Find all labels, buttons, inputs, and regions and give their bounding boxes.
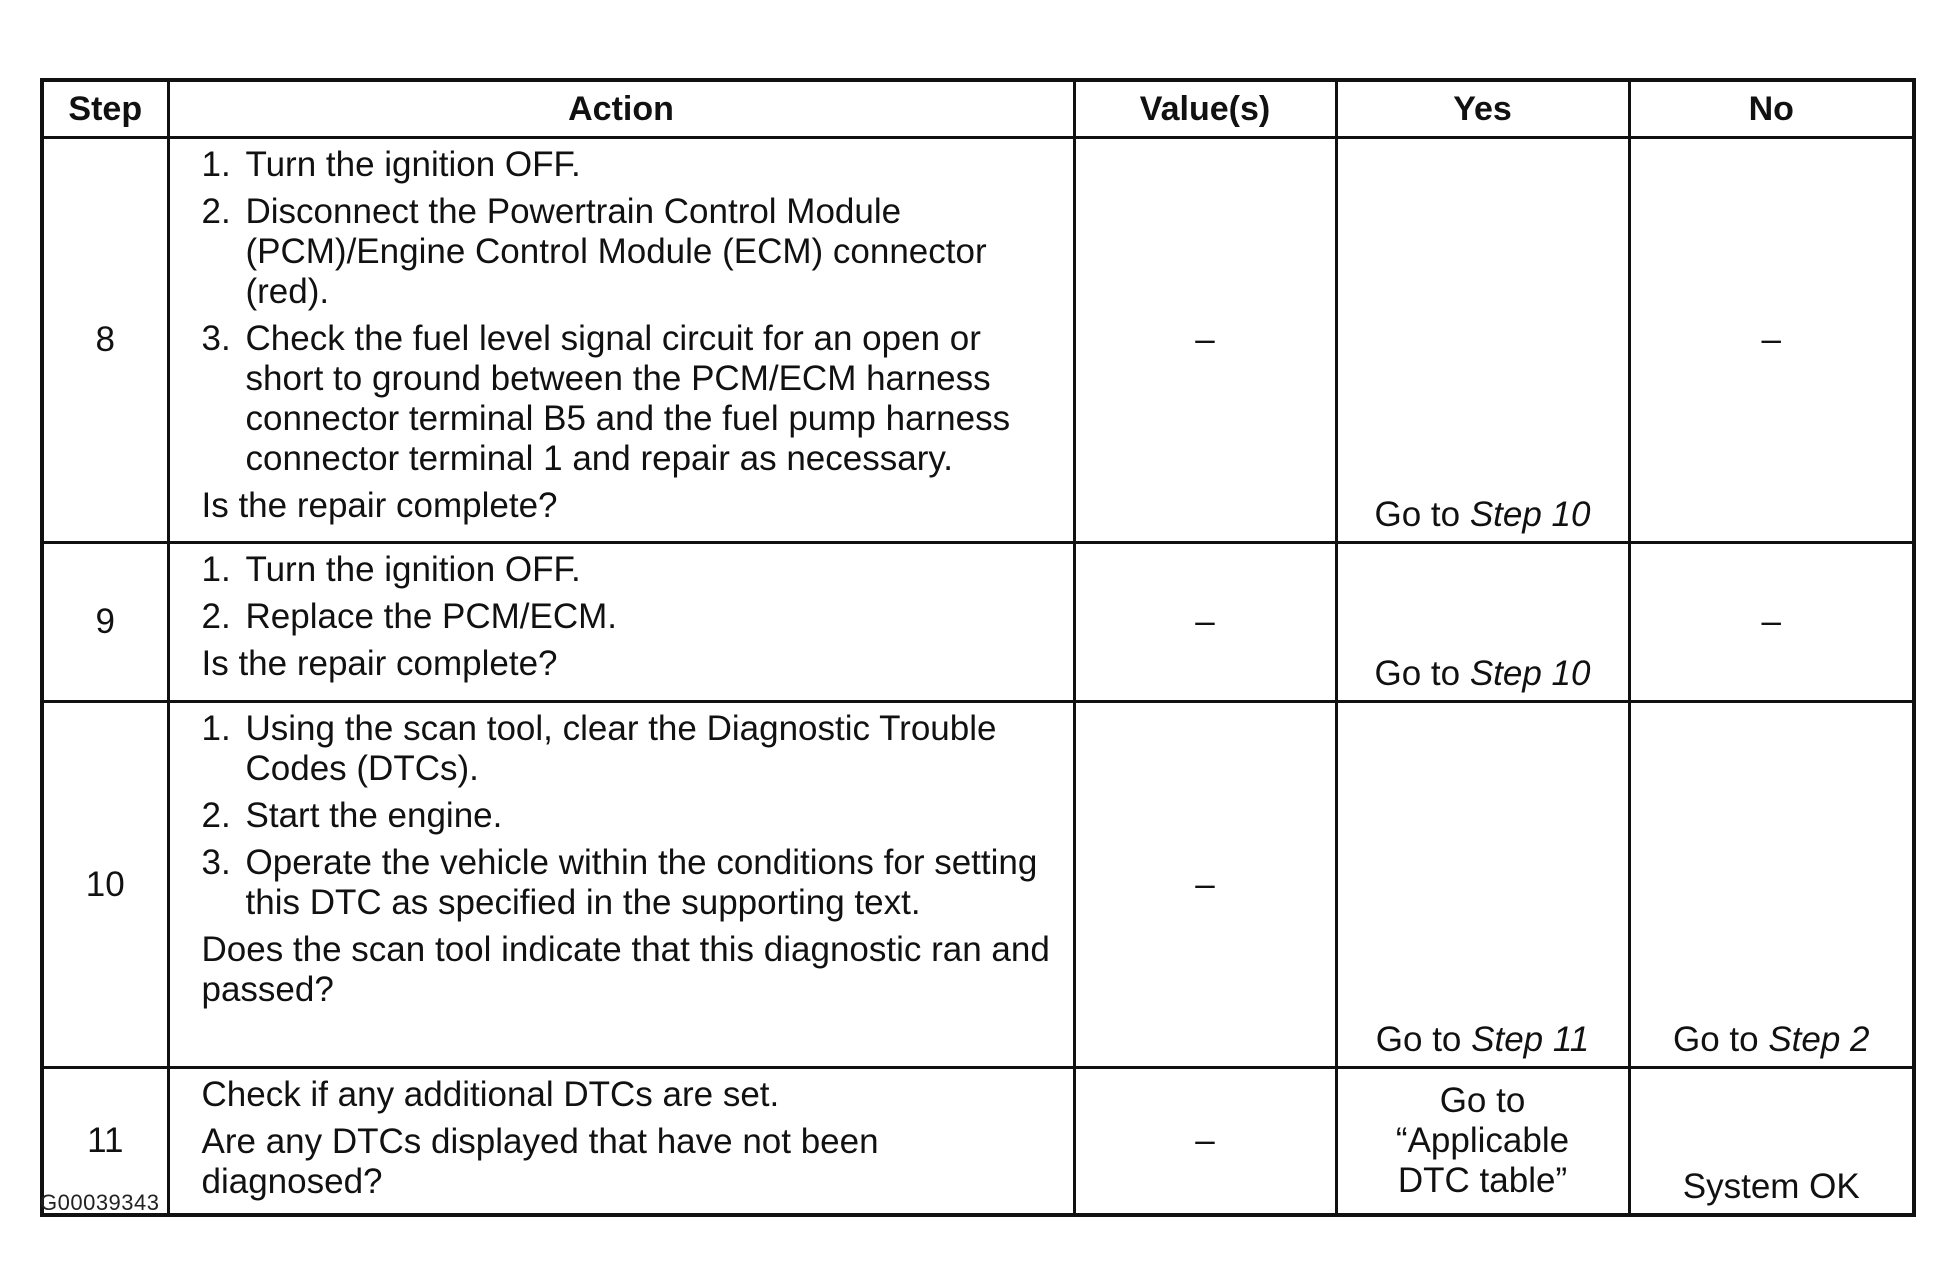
action-question: Does the scan tool indicate that this diagnostic ran and passed? <box>201 930 1050 1009</box>
action-cell <box>168 702 1074 1068</box>
table-row-step-10 <box>42 702 1914 1068</box>
yes-cell: Go to Step 11 <box>1336 702 1629 1068</box>
header-step: Step <box>42 80 168 138</box>
action-list <box>202 550 1059 637</box>
yes-cell: Go to Step 10 <box>1336 138 1629 543</box>
value-cell: – <box>1074 138 1336 543</box>
action-question: Is the repair complete? <box>201 486 558 525</box>
header-row <box>42 80 1914 138</box>
header-action: Action <box>168 80 1074 138</box>
diagnostic-table <box>40 78 1916 1217</box>
action-cell <box>168 138 1074 543</box>
action-question: Are any DTCs displayed that have not been diagnosed? <box>201 1122 879 1201</box>
yes-cell <box>1336 1068 1629 1216</box>
table-row-step-11 <box>42 1068 1914 1216</box>
header-values: Value(s) <box>1074 80 1336 138</box>
step-reference: Step 11 <box>1471 1020 1590 1059</box>
action-item: 2. Disconnect the Powertrain Control Module (PCM)/Engine Control Module (ECM) connector (red). <box>201 192 987 311</box>
action-list <box>202 709 1059 923</box>
action-item: 1. Turn the ignition OFF. <box>201 145 581 184</box>
step-reference: Step 10 <box>1469 495 1591 534</box>
value-cell: – <box>1074 543 1336 702</box>
yes-line: DTC table” <box>1397 1161 1568 1200</box>
figure-code: G00039343 <box>40 1190 160 1215</box>
action-item: 2. Replace the PCM/ECM. <box>201 597 618 636</box>
header-no: No <box>1629 80 1914 138</box>
action-item: 1. Turn the ignition OFF. <box>201 550 581 589</box>
yes-cell: Go to Step 10 <box>1336 543 1629 702</box>
action-cell <box>168 543 1074 702</box>
value-cell: – <box>1074 702 1336 1068</box>
no-cell: Go to Step 2 <box>1629 702 1914 1068</box>
yes-line: Go to <box>1439 1081 1526 1120</box>
action-item: 3. Check the fuel level signal circuit for an open or short to ground between the PCM/ECM harness connector terminal B5 and the fuel pump harness connector terminal 1 and repair as necessary. <box>201 319 1011 478</box>
table-row-step-8 <box>42 138 1914 543</box>
action-line: Check if any additional DTCs are set. <box>201 1075 780 1114</box>
step-reference: Step 2 <box>1768 1020 1870 1059</box>
no-cell: – <box>1629 138 1914 543</box>
step-number: 11 <box>42 1068 168 1216</box>
action-item: 2. Start the engine. <box>201 796 503 835</box>
action-question: Is the repair complete? <box>201 644 558 683</box>
step-number: 10 <box>42 702 168 1068</box>
action-item: 3. Operate the vehicle within the conditions for setting this DTC as specified in the supporting text. <box>201 843 1038 922</box>
step-number: 8 <box>42 138 168 543</box>
no-cell: – <box>1629 543 1914 702</box>
action-item: 1. Using the scan tool, clear the Diagnostic Trouble Codes (DTCs). <box>201 709 997 788</box>
table-row-step-9 <box>42 543 1914 702</box>
value-cell: – <box>1074 1068 1336 1216</box>
step-number: 9 <box>42 543 168 702</box>
header-yes: Yes <box>1336 80 1629 138</box>
step-reference: Step 10 <box>1469 654 1591 693</box>
yes-line: “Applicable <box>1395 1121 1570 1160</box>
action-cell <box>168 1068 1074 1216</box>
action-list <box>202 145 1059 479</box>
no-cell: System OK <box>1629 1068 1914 1216</box>
